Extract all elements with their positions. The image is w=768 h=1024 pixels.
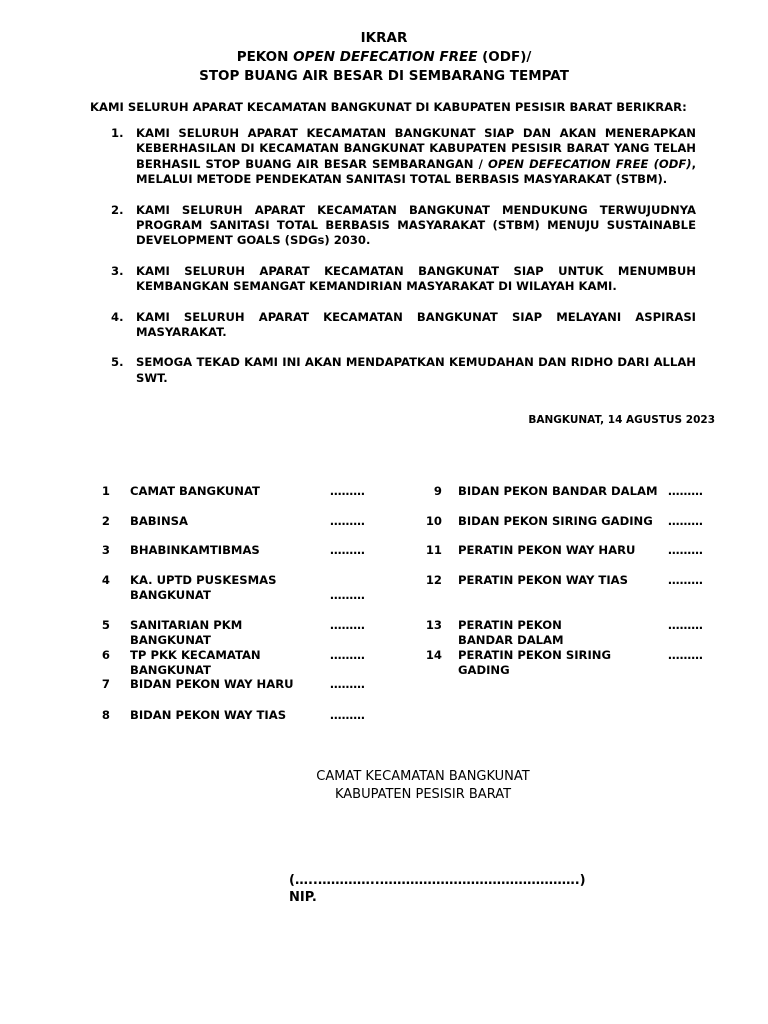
signatory-name: PERATIN PEKON WAY HARU <box>458 543 636 557</box>
pledge-text: KAMI SELURUH APARAT KECAMATAN BANGKUNAT MENDUKUNG TERWUJUDNYA PROGRAM SANITASI TOTAL BERBASIS MASYARAKAT (STBM) MENUJU SUSTAINABLE DEVELOPMENT GOALS (SDGs) 2030. <box>136 202 696 248</box>
nip-label: NIP. <box>289 890 317 905</box>
signatory-row <box>420 543 718 558</box>
signatory-row <box>420 573 718 588</box>
pledge-text-italic: OPEN DEFECATION FREE (ODF) <box>487 156 692 171</box>
pledge-number: 1. <box>111 126 124 140</box>
signatory-number: 8 <box>101 708 110 722</box>
signatory-row <box>420 514 718 529</box>
pledge-text: KAMI SELURUH APARAT KECAMATAN BANGKUNAT SIAP UNTUK MENUMBUH KEMBANGKAN SEMANGAT KEMANDIRIAN MASYARAKAT DI WILAYAH KAMI. <box>136 263 696 294</box>
signature-dots: ……… <box>330 648 365 662</box>
intro-text: KAMI SELURUH APARAT KECAMATAN BANGKUNAT DI KABUPATEN PESISIR BARAT BERIKRAR: <box>90 100 687 114</box>
signatory-name: KA. UPTD PUSKESMAS BANGKUNAT <box>130 573 277 602</box>
signature-dots: ……… <box>668 618 703 632</box>
pledge-item <box>104 355 696 386</box>
signatory-name: PERATIN PEKON BANDAR DALAM <box>458 618 564 647</box>
signatory-row <box>82 543 380 558</box>
closing-line-1: CAMAT KECAMATAN BANGKUNAT <box>316 769 530 784</box>
signatory-row <box>420 618 718 647</box>
document-title <box>0 29 768 86</box>
signatory-row <box>420 648 718 677</box>
signatory-name: PERATIN PEKON WAY TIAS <box>458 573 628 587</box>
signatory-name: PERATIN PEKON SIRING GADING <box>458 648 611 677</box>
title-line-1: IKRAR <box>360 30 408 46</box>
signature-dots: ……… <box>668 648 703 662</box>
signature-dots: ……… <box>330 677 365 691</box>
signatory-number: 4 <box>101 573 110 587</box>
title-line-2-post: (ODF)/ <box>477 49 532 65</box>
signatory-row <box>82 573 380 603</box>
signatory-number: 6 <box>101 648 110 662</box>
pledge-number: 2. <box>111 202 124 217</box>
signatory-row <box>82 677 380 692</box>
signatory-number: 10 <box>425 514 442 528</box>
pledge-item <box>104 264 696 295</box>
signatory-name: BHABINKAMTIBMAS <box>130 543 260 557</box>
pledge-text: KAMI SELURUH APARAT KECAMATAN BANGKUNAT SIAP MELAYANI ASPIRASI MASYARAKAT. <box>136 309 696 340</box>
signature-dots: ……… <box>330 588 365 602</box>
signatory-number: 12 <box>425 573 442 587</box>
pledge-number: 3. <box>111 263 124 278</box>
signatory-row <box>82 648 380 677</box>
signatory-row <box>82 514 380 529</box>
signature-dots: ……… <box>330 618 365 632</box>
signatory-number: 3 <box>101 543 110 557</box>
signature-dots: ……… <box>330 484 365 498</box>
signatory-name: BIDAN PEKON WAY HARU <box>130 677 294 691</box>
pledge-item <box>104 203 696 249</box>
signatory-name: BIDAN PEKON WAY TIAS <box>130 708 287 722</box>
signature-dots: ……… <box>668 573 703 587</box>
signatory-number: 11 <box>425 543 442 557</box>
title-line-2-italic: OPEN DEFECATION FREE <box>293 49 478 65</box>
signatory-name: BIDAN PEKON BANDAR DALAM <box>458 484 658 498</box>
signature-dots: ……… <box>668 543 703 557</box>
signatory-name: CAMAT BANGKUNAT <box>130 484 260 498</box>
signatory-name: SANITARIAN PKM BANGKUNAT <box>130 618 243 647</box>
title-line-3: STOP BUANG AIR BESAR DI SEMBARANG TEMPAT <box>199 68 569 84</box>
signatory-row <box>420 484 718 499</box>
signatory-name: BIDAN PEKON SIRING GADING <box>458 514 653 528</box>
signature-dots: ……… <box>330 708 365 722</box>
signatory-number: 9 <box>433 484 442 498</box>
signatory-name: TP PKK KECAMATAN BANGKUNAT <box>130 648 261 677</box>
title-line-2 <box>0 48 768 67</box>
signatory-number: 14 <box>425 648 442 662</box>
signatory-row <box>82 618 380 647</box>
signature-dots: ……… <box>668 484 703 498</box>
signature-dots: ……… <box>668 514 703 528</box>
pledge-number: 4. <box>111 309 124 324</box>
closing-line-2: KABUPATEN PESISIR BARAT <box>334 787 512 802</box>
pledge-item <box>104 126 696 188</box>
pledge-text-post: , MELALUI METODE PENDEKATAN SANITASI TOTAL BERBASIS MASYARAKAT (STBM). <box>136 156 696 187</box>
signature-line: (…..…………..……………………………………….) <box>289 873 586 888</box>
signatory-row <box>82 484 380 499</box>
place-date: BANGKUNAT, 14 AGUSTUS 2023 <box>528 414 715 426</box>
pledge-item <box>104 310 696 341</box>
signatory-number: 2 <box>101 514 110 528</box>
title-line-2-pre: PEKON <box>236 49 294 65</box>
signature-dots: ……… <box>330 543 365 557</box>
pledge-text: SEMOGA TEKAD KAMI INI AKAN MENDAPATKAN KEMUDAHAN DAN RIDHO DARI ALLAH SWT. <box>136 355 696 385</box>
signatory-name: BABINSA <box>130 514 188 528</box>
signatory-number: 7 <box>101 677 110 691</box>
signatory-row <box>82 708 380 723</box>
pledge-number: 5. <box>111 355 124 370</box>
signatory-number: 5 <box>101 618 110 632</box>
pledge-list <box>104 126 696 401</box>
pledge-text <box>136 126 696 188</box>
pledge-text-pre: KAMI SELURUH APARAT KECAMATAN BANGKUNAT SIAP DAN AKAN MENERAPKAN KEBERHASILAN DI KECAMATAN BANGKUNAT KABUPATEN PESISIR BARAT YANG TELAH BERHASIL STOP BUANG AIR BESAR SEMBARANGAN / <box>136 126 696 171</box>
closing-block <box>0 768 768 804</box>
signatory-number: 1 <box>101 484 110 498</box>
signature-dots: ……… <box>330 514 365 528</box>
signatory-number: 13 <box>425 618 442 632</box>
